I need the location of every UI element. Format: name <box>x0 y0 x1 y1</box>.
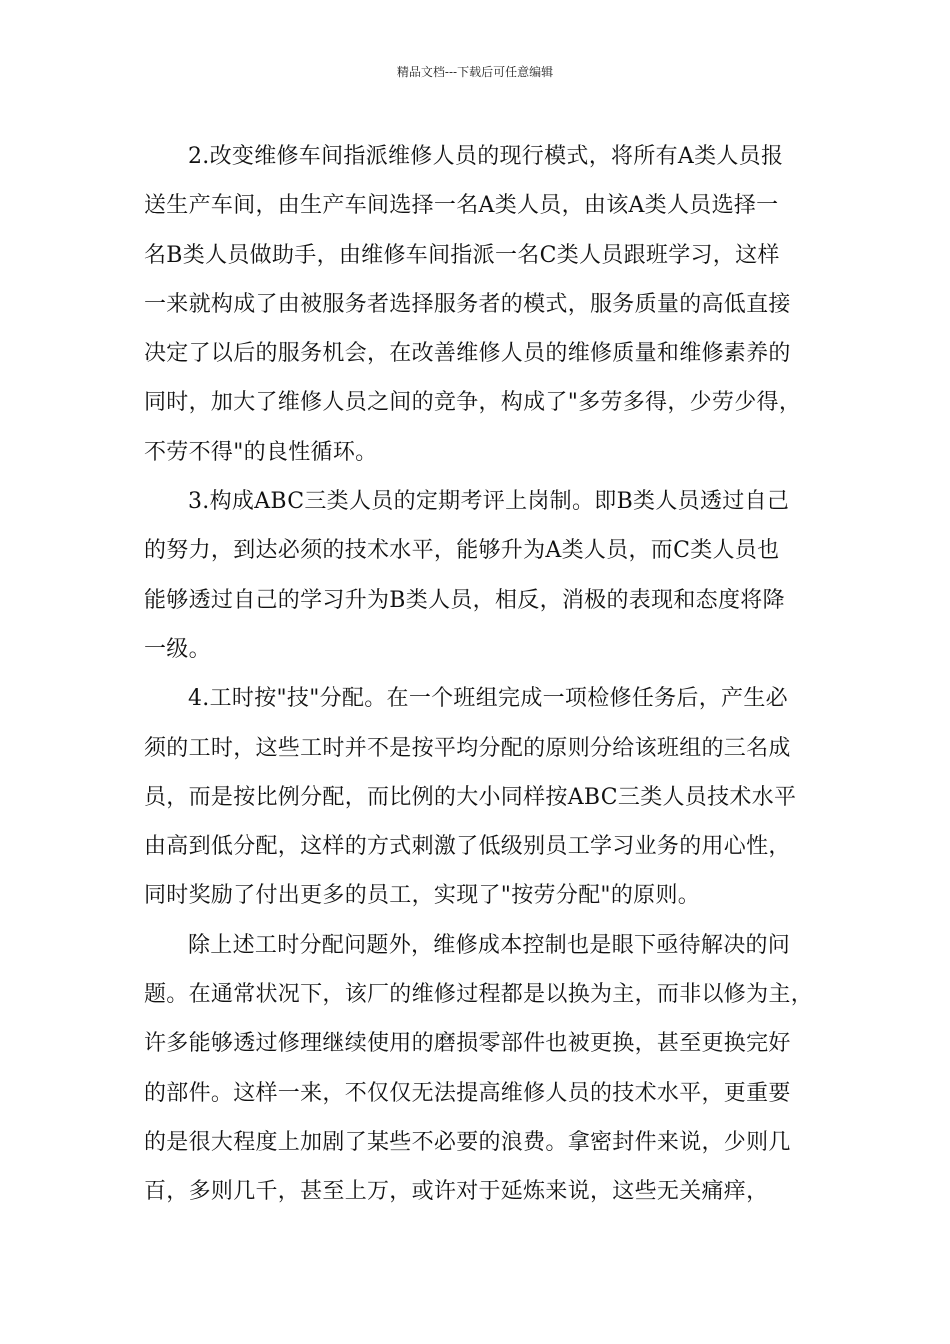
text-line: 由高到低分配，这样的方式刺激了低级别员工学习业务的用心性， <box>144 834 791 860</box>
text-line: 送生产车间，由生产车间选择一名A类人员，由该A类人员选择一 <box>144 193 779 219</box>
text-line: 的是很大程度上加剧了某些不必要的浪费。拿密封件来说，少则几 <box>144 1129 791 1155</box>
paragraph-cost-control <box>144 921 814 1217</box>
document-body <box>144 132 814 1217</box>
text-line: 一来就构成了由被服务者选择服务者的模式，服务质量的高低直接 <box>144 291 791 317</box>
paragraph-3 <box>144 477 810 674</box>
paragraph-2 <box>144 132 810 477</box>
text-line: 的部件。这样一来，不仅仅无法提高维修人员的技术水平，更重要 <box>144 1080 791 1106</box>
text-line: 同时，加大了维修人员之间的竞争，构成了"多劳多得，少劳少得， <box>144 390 802 416</box>
text-line: 的努力，到达必须的技术水平，能够升为A类人员，而C类人员也 <box>144 538 780 564</box>
text-line: 百，多则几千，甚至上万，或许对于延炼来说，这些无关痛痒， <box>144 1179 769 1205</box>
text-line: 不劳不得"的良性循环。 <box>144 439 378 465</box>
text-line: 名B类人员做助手，由维修车间指派一名C类人员跟班学习，这样 <box>144 242 780 268</box>
page-header: 精品文档---下载后可任意编辑 <box>396 65 554 79</box>
text-line: 除上述工时分配问题外，维修成本控制也是眼下亟待解决的问 <box>188 932 791 958</box>
text-line: 决定了以后的服务机会，在改善维修人员的维修质量和维修素养的 <box>144 341 791 367</box>
text-line: 同时奖励了付出更多的员工，实现了"按劳分配"的原则。 <box>144 883 701 909</box>
text-line: 能够透过自己的学习升为B类人员，相反，消极的表现和态度将降 <box>144 587 785 613</box>
text-line: 许多能够透过修理继续使用的磨损零部件也被更换，甚至更换完好 <box>144 1031 791 1057</box>
paragraph-4 <box>144 674 810 920</box>
text-line: 一级。 <box>144 636 211 662</box>
text-line: 3.构成ABC三类人员的定期考评上岗制。即B类人员透过自己 <box>188 489 790 515</box>
text-line: 4.工时按"技"分配。在一个班组完成一项检修任务后，产生必 <box>188 686 788 712</box>
text-line: 2.改变维修车间指派维修人员的现行模式，将所有A类人员报 <box>188 144 784 169</box>
text-line: 题。在通常状况下，该厂的维修过程都是以换为主，而非以修为主， <box>144 982 814 1008</box>
text-line: 员，而是按比例分配，而比例的大小同样按ABC三类人员技术水平 <box>144 784 797 810</box>
text-line: 须的工时，这些工时并不是按平均分配的原则分给该班组的三名成 <box>144 735 791 761</box>
